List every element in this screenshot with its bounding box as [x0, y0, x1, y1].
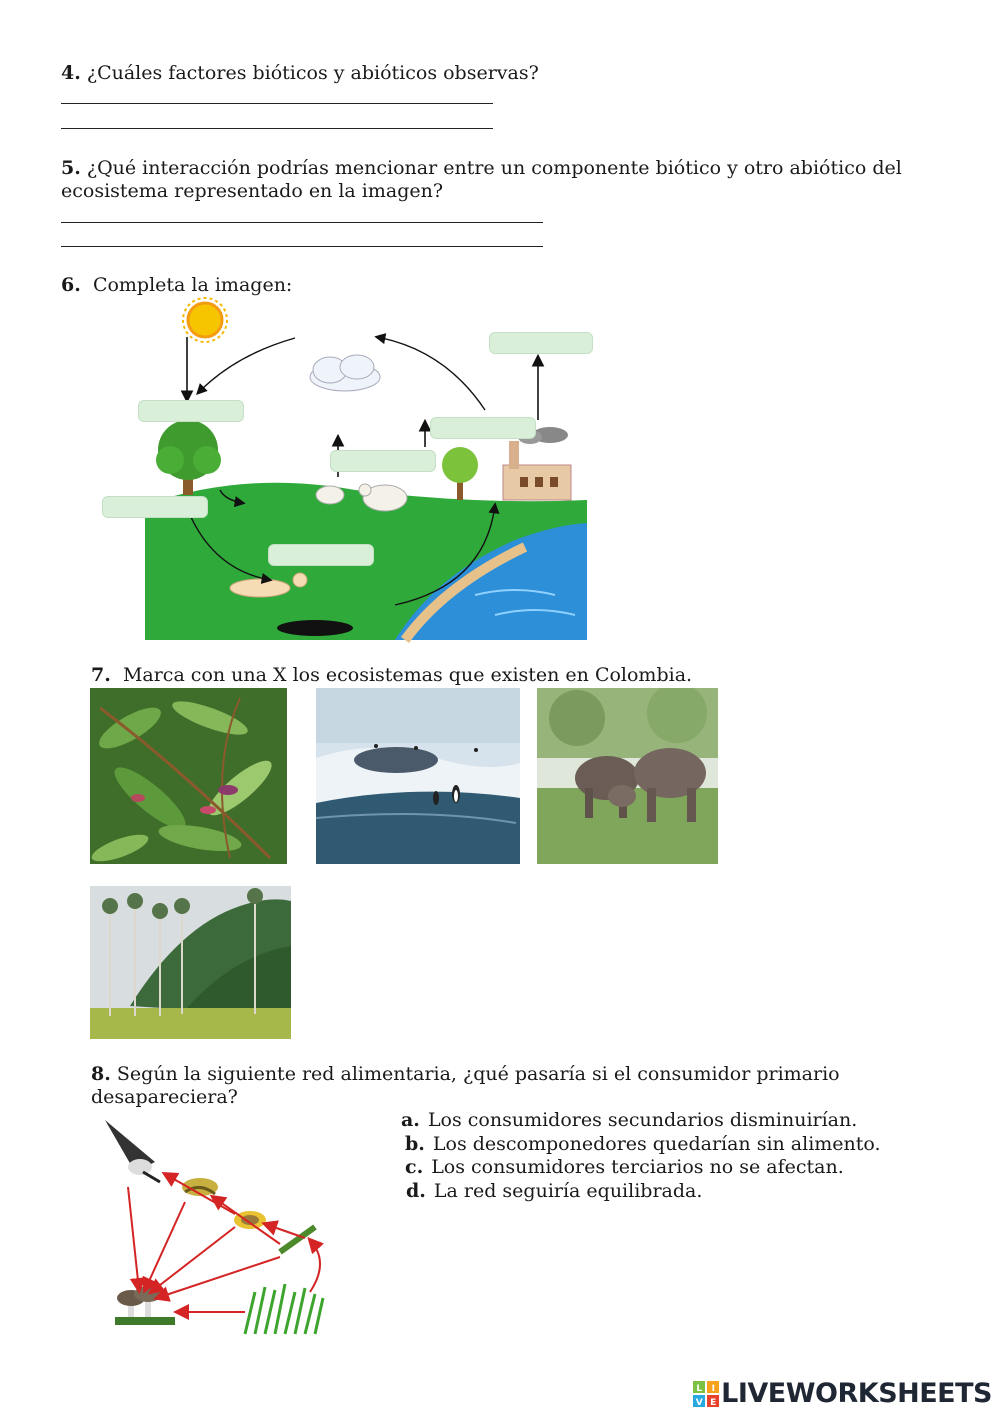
option-d[interactable]: d. La red seguiría equilibrada. — [406, 1180, 703, 1202]
answer-line[interactable] — [61, 222, 543, 223]
blank-box-top-right[interactable] — [489, 332, 593, 354]
option-b[interactable]: b. Los descomponedores quedarían sin alimento. — [405, 1133, 881, 1155]
answer-line[interactable] — [61, 246, 543, 247]
question-7: 7. Marca con una X los ecosistemas que existen en Colombia. — [91, 664, 693, 686]
option-a[interactable]: a. Los consumidores secundarios disminuirían. — [401, 1109, 858, 1131]
mouse-icon — [234, 1211, 266, 1229]
blank-box-factory[interactable] — [430, 417, 536, 439]
brand-name: LIVEWORKSHEETS — [721, 1378, 992, 1409]
svg-text:L: L — [696, 1383, 702, 1394]
liveworksheets-logo — [693, 1378, 992, 1409]
blank-box-center[interactable] — [268, 544, 374, 566]
question-8: 8. Según la siguiente red alimentaria, ¿qué pasaría si el consumidor primario desapareciera? — [91, 1063, 840, 1108]
answer-line[interactable] — [61, 128, 493, 129]
blank-box-sheep[interactable] — [330, 450, 436, 472]
answer-line[interactable] — [61, 103, 493, 104]
small-tree-icon — [442, 447, 478, 500]
jungle-photo[interactable] — [90, 688, 287, 864]
savanna-elephants-photo[interactable] — [537, 688, 718, 864]
question-4-text: ¿Cuáles factores bióticos y abióticos observas? — [86, 62, 539, 84]
liveworksheets-badge-icon — [693, 1381, 719, 1407]
question-6: 6. Completa la imagen: — [61, 274, 293, 296]
sun-icon — [183, 298, 227, 342]
eagle-icon — [105, 1120, 160, 1182]
blank-box-producer[interactable] — [138, 400, 244, 422]
svg-text:V: V — [695, 1397, 703, 1407]
option-c[interactable]: c. Los consumidores terciarios no se afectan. — [405, 1156, 844, 1178]
svg-text:E: E — [710, 1397, 716, 1407]
cloud-icon — [310, 355, 380, 391]
food-web-diagram — [85, 1112, 345, 1347]
question-4: 4. ¿Cuáles factores bióticos y abióticos observas? — [61, 62, 539, 84]
mushroom-icon — [115, 1286, 175, 1325]
oil-spill — [277, 620, 353, 636]
svg-text:I: I — [711, 1383, 715, 1394]
question-5: 5. ¿Qué interacción podrías mencionar entre un componente biótico y otro abiótico del ecosistema representado en la imagen? — [61, 157, 902, 202]
polar-photo[interactable] — [316, 688, 520, 864]
palm-forest-photo[interactable] — [90, 886, 291, 1039]
tree-icon — [156, 420, 221, 495]
blank-box-left[interactable] — [102, 496, 208, 518]
